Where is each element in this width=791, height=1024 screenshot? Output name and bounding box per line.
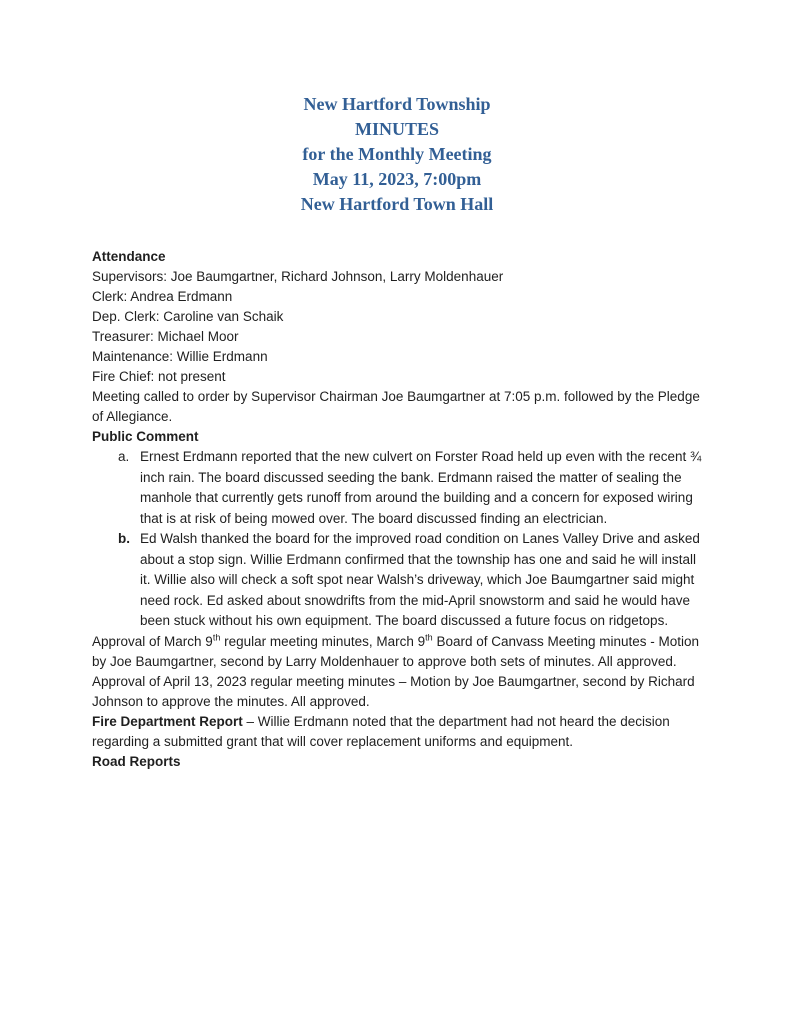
public-comment-item-b-text: Ed Walsh thanked the board for the improved road condition on Lanes Valley Drive and asked about a stop sign. Willie Erdmann confirmed that the township has one and said he will install it. Willie also will check a soft spot near Walsh’s driveway, which Joe Baumgartner said might need rock. Ed asked about snowdrifts from the mid-April snowstorm and said he would have been stuck without his own equipment. The board discussed a future focus on ridgetops.: [140, 531, 700, 628]
title-line-meeting-type: for the Monthly Meeting: [302, 144, 492, 164]
public-comment-heading: Public Comment: [92, 429, 199, 444]
call-to-order-paragraph: Meeting called to order by Supervisor Chairman Joe Baumgartner at 7:05 p.m. followed by the Pledge of Allegiance.: [92, 389, 700, 424]
attendance-clerk: Clerk: Andrea Erdmann: [92, 289, 233, 304]
document-title-block: [92, 92, 702, 217]
approval-april-paragraph: Approval of April 13, 2023 regular meeting minutes – Motion by Joe Baumgartner, second by Richard Johnson to approve the minutes. All approved.: [92, 673, 695, 709]
approval-march-paragraph: [92, 632, 702, 672]
approval-march-part1: Approval of March 9: [92, 633, 213, 649]
list-marker-a: a.: [118, 449, 130, 464]
attendance-fire-chief: Fire Chief: not present: [92, 369, 226, 384]
fire-department-report-paragraph: [92, 712, 702, 752]
fire-department-report-rest: – Willie Erdmann noted that the department had not heard the decision regarding a submitted grant that will cover replacement uniforms and equipment.: [92, 713, 670, 749]
public-comment-section: [92, 427, 702, 632]
attendance-heading: Attendance: [92, 249, 166, 264]
title-line-datetime: May 11, 2023, 7:00pm: [312, 169, 482, 189]
approval-march-part2: regular meeting minutes, March 9: [220, 633, 426, 649]
public-comment-item-b: [92, 529, 702, 632]
fire-department-report-lead: Fire Department Report: [92, 713, 243, 729]
approval-march-ordinal-1: th: [212, 632, 221, 642]
public-comment-list: [92, 447, 702, 632]
list-marker-b: b.: [118, 531, 130, 546]
title-line-township: New Hartford Township: [303, 94, 491, 114]
public-comment-item-a-text: Ernest Erdmann reported that the new culvert on Forster Road held up even with the recent ¾ inch rain. The board discussed seeding the bank. Erdmann raised the matter of sealing the manhole that currently gets runoff from around the building and a concern for exposed wiring that is at risk of being mowed over. The board discussed finding an electrician.: [140, 449, 702, 526]
public-comment-item-a: [92, 447, 702, 529]
attendance-section: [92, 247, 702, 387]
attendance-maintenance: Maintenance: Willie Erdmann: [92, 349, 268, 364]
title-line-minutes: MINUTES: [354, 119, 439, 139]
attendance-treasurer: Treasurer: Michael Moor: [92, 329, 239, 344]
attendance-supervisors: Supervisors: Joe Baumgartner, Richard Johnson, Larry Moldenhauer: [92, 269, 504, 284]
attendance-deputy-clerk: Dep. Clerk: Caroline van Schaik: [92, 309, 284, 324]
title-line-location: New Hartford Town Hall: [300, 194, 494, 214]
approval-march-ordinal-2: th: [425, 632, 433, 642]
approval-march-part3: Board of Canvass Meeting minutes - Motion by Joe Baumgartner, second by Larry Moldenhauer to approve both sets of minutes. All approved.: [92, 633, 700, 669]
road-reports-heading: Road Reports: [92, 753, 181, 769]
